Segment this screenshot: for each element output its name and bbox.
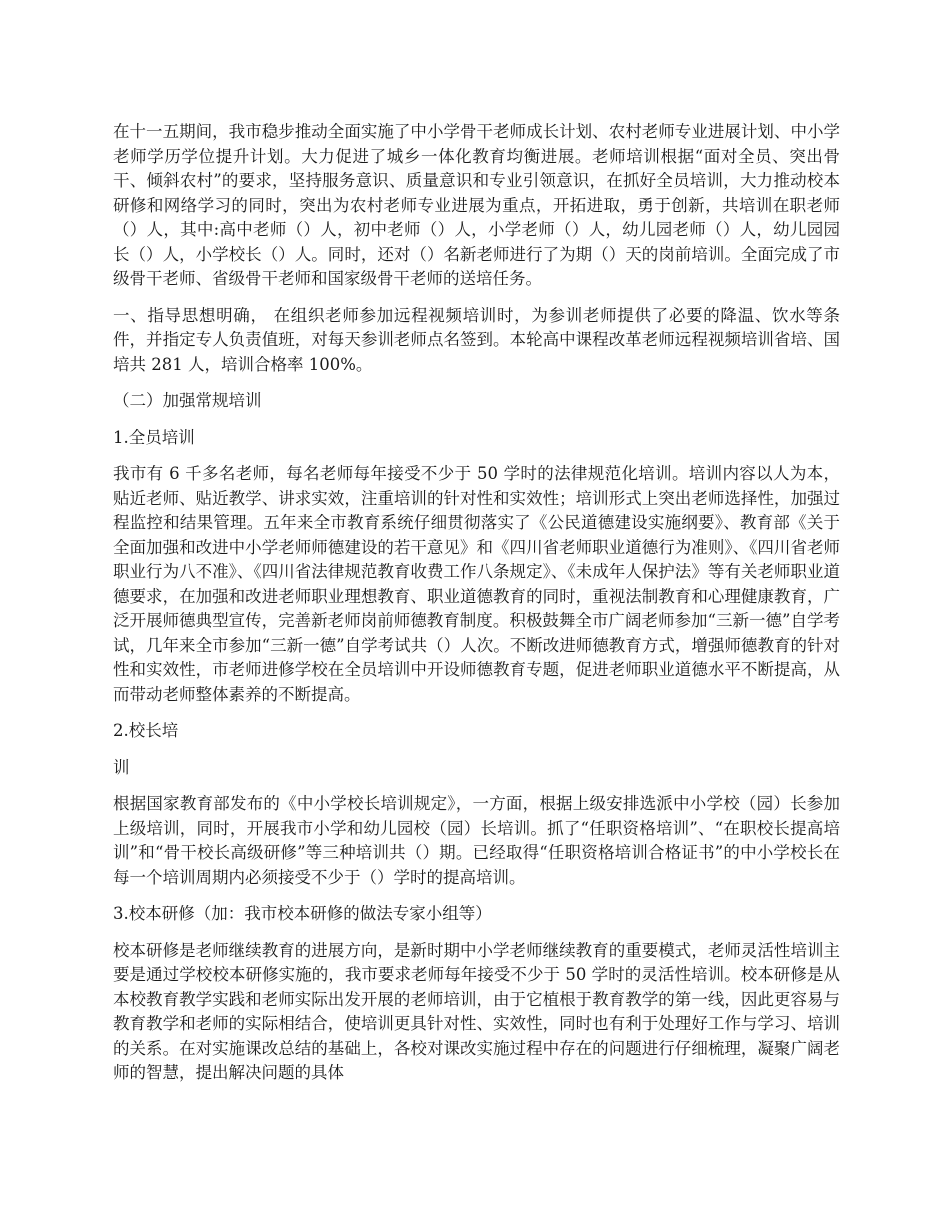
- subheading-principal-training-cont: 训: [113, 757, 130, 777]
- section-heading-routine-training: （二）加强常规培训: [113, 391, 262, 410]
- paragraph-full-staff-training: 我市有 6 千多名老师，每名老师每年接受不少于 50 学时的法律规范化培训。培训内容以人为本，贴近老师、贴近教学、讲求实效，注重培训的针对性和实效性；培训形式上突出老师选择性，加强过程监控和结果管理。五年来全市教育系统仔细贯彻落实了《公民道德建设实施纲要》、教育部《关于全面加强和改进中小学老师师德建设的若干意见》和《四川省老师职业道德行为准则》、《四川省老师职业行为八不准》、《四川省法律规范教育收费工作八条规定》、《未成年人保护法》等有关老师职业道德要求，在加强和改进老师职业理想教育、职业道德教育的同时，重视法制教育和心理健康教育，广泛开展师德典型宣传，完善新老师岗前师德教育制度。积极鼓舞全市广阔老师参加“三新一德”自学考试，几年来全市参加“三新一德”自学考试共（）人次。不断改进师德教育方式，增强师德教育的针对性和实效性，市老师进修学校在全员培训中开设师德教育专题，促进老师职业道德水平不断提高，从而带动老师整体素养的不断提高。: [113, 464, 840, 704]
- paragraph-guiding-thought: 一、指导思想明确， 在组织老师参加远程视频培训时，为参训老师提供了必要的降温、饮水等条件，并指定专人负责值班，对每天参训老师点名签到。本轮高中课程改革老师远程视频培训省培、国培共 281 人，培训合格率 100%。: [113, 305, 840, 374]
- paragraph-school-based-study: 校本研修是老师继续教育的进展方向，是新时期中小学老师继续教育的重要模式，老师灵活性培训主要是通过学校校本研修实施的，我市要求老师每年接受不少于 50 学时的灵活性培训。校本研修是从本校教育教学实践和老师实际出发开展的老师培训，由于它植根于教育教学的第一线，因此更容易与教育教学和老师的实际相结合，使培训更具针对性、实效性，同时也有利于处理好工作与学习、培训的关系。在对实施课改总结的基础上，各校对课改实施过程中存在的问题进行仔细梳理，凝聚广阔老师的智慧，提出解决问题的具体: [113, 940, 840, 1082]
- paragraph-principal-training: 根据国家教育部发布的《中小学校长培训规定》，一方面，根据上级安排选派中小学校（园）长参加上级培训，同时，开展我市小学和幼儿园校（园）长培训。抓了“任职资格培训”、“在职校长提高培训”和“骨干校长高级研修”等三种培训共（）期。已经取得“任职资格培训合格证书”的中小学校长在每一个培训周期内必须接受不少于（）学时的提高培训。: [113, 794, 840, 887]
- subheading-school-based-study: 3.校本研修（加：我市校本研修的做法专家小组等）: [113, 904, 492, 923]
- subheading-principal-training: 2.校长培: [113, 721, 179, 740]
- paragraph-intro: 在十一五期间，我市稳步推动全面实施了中小学骨干老师成长计划、农村老师专业进展计划、中小学老师学历学位提升计划。大力促进了城乡一体化教育均衡进展。老师培训根据“面对全员、突出骨干、倾斜农村”的要求，坚持服务意识、质量意识和专业引领意识，在抓好全员培训，大力推动校本研修和网络学习的同时，突出为农村老师专业进展为重点，开拓进取，勇于创新，共培训在职老师（）人，其中:高中老师（）人，初中老师（）人，小学老师（）人，幼儿园老师（）人，幼儿园园长（）人，小学校长（）人。同时，还对（）名新老师进行了为期（）天的岗前培训。全面完成了市级骨干老师、省级骨干老师和国家级骨干老师的送培任务。: [113, 122, 840, 288]
- subheading-full-staff-training: 1.全员培训: [113, 427, 195, 447]
- document-page: [113, 120, 840, 1098]
